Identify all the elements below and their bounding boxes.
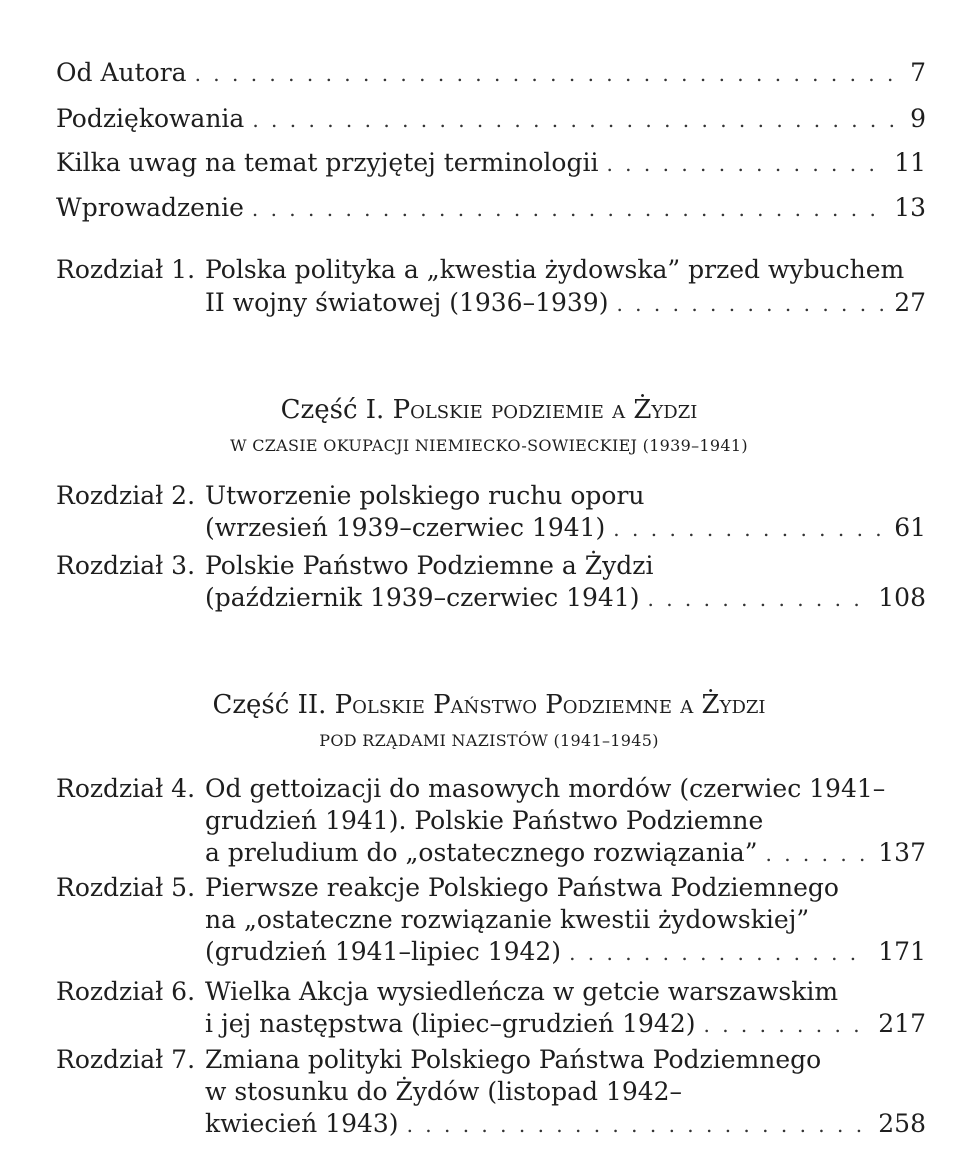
toc-chapter-1-cont — [205, 288, 926, 317]
part-title: Polskie Państwo Podziemne a Żydzi — [334, 690, 766, 720]
part-prefix: Część II. — [212, 690, 327, 720]
chapter-title-line: a preludium do „ostatecznego rozwiązania” — [205, 838, 758, 867]
part-1-heading — [0, 395, 978, 425]
toc-entry-title: Wprowadzenie — [56, 193, 244, 222]
toc-entry-od-autora — [56, 58, 926, 87]
chapter-label: Rozdział 5. — [56, 873, 196, 902]
toc-leader-dots — [252, 197, 886, 221]
toc-leader-dots — [569, 941, 870, 965]
toc-chapter-7-line2 — [205, 1077, 926, 1106]
part-1-subtitle: W CZASIE OKUPACJI NIEMIECKO-SOWIECKIEJ (1939–1941) — [230, 436, 748, 455]
toc-entry-title: Od Autora — [56, 58, 187, 87]
toc-entry-title: Podziękowania — [56, 104, 245, 133]
chapter-title-line: (grudzień 1941–lipiec 1942) — [205, 937, 562, 966]
chapter-label: Rozdział 4. — [56, 774, 196, 803]
toc-chapter-2-cont — [205, 513, 926, 542]
chapter-title-line: grudzień 1941). Polskie Państwo Podziemne — [205, 806, 764, 835]
toc-page-number: 61 — [894, 513, 926, 542]
part-title: Polskie podziemie a Żydzi — [392, 395, 698, 425]
chapter-label: Rozdział 2. — [56, 481, 196, 510]
chapter-title-line: (wrzesień 1939–czerwiec 1941) — [205, 513, 606, 542]
toc-chapter-5-cont — [205, 937, 926, 966]
chapter-title-line: Pierwsze reakcje Polskiego Państwa Podziemnego — [205, 873, 839, 902]
chapter-title-line: i jej następstwa (lipiec–grudzień 1942) — [205, 1009, 696, 1038]
toc-leader-dots — [616, 292, 886, 316]
chapter-title-line: w stosunku do Żydów (listopad 1942– — [205, 1077, 683, 1106]
chapter-label: Rozdział 1. — [56, 255, 196, 284]
chapter-label: Rozdział 7. — [56, 1045, 196, 1074]
toc-page-number: 27 — [894, 288, 926, 317]
chapter-title-line: Od gettoizacji do masowych mordów (czerwiec 1941– — [205, 774, 886, 803]
toc-leader-dots — [407, 1113, 871, 1137]
chapter-title-line: (październik 1939–czerwiec 1941) — [205, 583, 640, 612]
toc-page-number: 7 — [910, 58, 926, 87]
chapter-title-line: Utworzenie polskiego ruchu oporu — [205, 481, 645, 510]
toc-chapter-4-cont — [205, 838, 926, 867]
toc-entry-podziekowania — [56, 104, 926, 133]
part-prefix: Część I. — [280, 395, 385, 425]
toc-chapter-6-cont — [205, 1009, 926, 1038]
toc-leader-dots — [613, 517, 886, 541]
toc-entry-wprowadzenie — [56, 193, 926, 222]
chapter-title-line: Polska polityka a „kwestia żydowska” przed wybuchem — [205, 255, 905, 284]
toc-chapter-5 — [56, 873, 926, 902]
toc-page-number: 258 — [878, 1109, 926, 1138]
toc-chapter-7 — [56, 1045, 926, 1074]
toc-page-number: 11 — [894, 148, 926, 177]
toc-page-number: 9 — [910, 104, 926, 133]
part-2-subtitle: POD RZĄDAMI NAZISTÓW (1941–1945) — [319, 731, 659, 750]
chapter-title-line: kwiecień 1943) — [205, 1109, 399, 1138]
toc-page-number: 108 — [878, 583, 926, 612]
toc-leader-dots — [648, 587, 871, 611]
toc-chapter-3-cont — [205, 583, 926, 612]
toc-chapter-4-line2 — [205, 806, 926, 835]
toc-chapter-7-cont — [205, 1109, 926, 1138]
chapter-title-line: Wielka Akcja wysiedleńcza w getcie warszawskim — [205, 977, 839, 1006]
part-2-heading — [0, 690, 978, 720]
chapter-label: Rozdział 3. — [56, 551, 196, 580]
toc-page-number: 171 — [878, 937, 926, 966]
toc-chapter-1 — [56, 255, 926, 284]
chapter-title-line: II wojny światowej (1936–1939) — [205, 288, 609, 317]
toc-chapter-4 — [56, 774, 926, 803]
chapter-title-line: na „ostateczne rozwiązanie kwestii żydowskiej” — [205, 905, 810, 934]
toc-entry-title: Kilka uwag na temat przyjętej terminologii — [56, 148, 599, 177]
toc-page-number: 137 — [878, 838, 926, 867]
toc-leader-dots — [606, 152, 886, 176]
toc-chapter-5-line2 — [205, 905, 926, 934]
toc-chapter-2 — [56, 481, 926, 510]
chapter-label: Rozdział 6. — [56, 977, 196, 1006]
toc-leader-dots — [765, 842, 870, 866]
chapter-title-line: Zmiana polityki Polskiego Państwa Podziemnego — [205, 1045, 822, 1074]
toc-chapter-6 — [56, 977, 926, 1006]
toc-chapter-3 — [56, 551, 926, 580]
toc-leader-dots — [252, 108, 902, 132]
toc-leader-dots — [195, 62, 903, 86]
toc-page-number: 217 — [878, 1009, 926, 1038]
chapter-title-line: Polskie Państwo Podziemne a Żydzi — [205, 551, 654, 580]
toc-page-number: 13 — [894, 193, 926, 222]
toc-entry-terminologia — [56, 148, 926, 177]
toc-leader-dots — [703, 1013, 870, 1037]
